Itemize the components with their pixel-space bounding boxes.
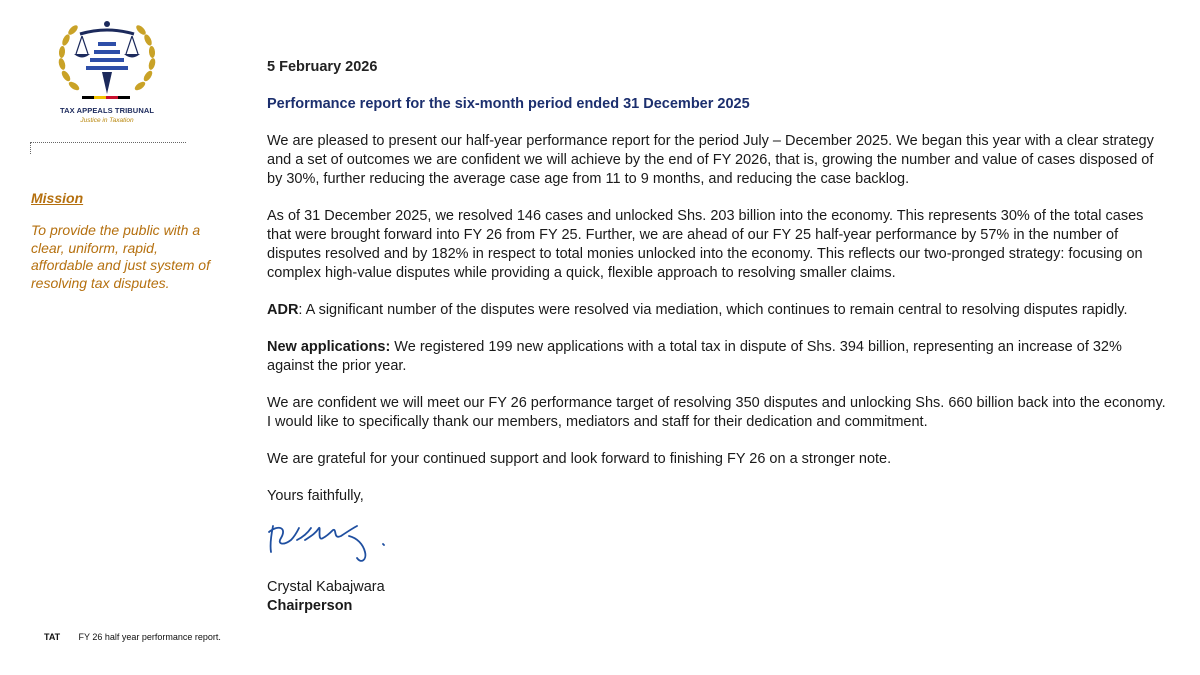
paragraph-intro: We are pleased to present our half-year performance report for the period July – December 2025. We began this year with a clear strategy and a set of outcomes we are confident we will achieve by the end of FY 2026, that is, growing the number and value of cases disposed of by 30%, further reducing the average case age from 11 to 9 months, and reducing the case backlog.: [267, 133, 1154, 187]
paragraph-adr: [267, 301, 1167, 320]
adr-text: : A significant number of the disputes were resolved via mediation, which continues to remain central to resolving disputes rapidly.: [298, 302, 1128, 318]
paragraph-new-applications: [267, 338, 1167, 376]
page-footer: [44, 632, 221, 642]
signatory-name: Crystal Kabajwara: [267, 579, 385, 595]
org-tagline: Justice in Taxation: [80, 117, 134, 124]
sidebar-divider-tick: [30, 142, 31, 154]
mission-heading: Mission: [31, 190, 84, 206]
paragraph-thanks: We are grateful for your continued support and look forward to finishing FY 26 on a stronger note.: [267, 451, 892, 467]
paragraph-target: We are confident we will meet our FY 26 performance target of resolving 350 disputes and unlocking Shs. 660 billion back into the economy. I would like to specifically thank our members, mediators and staff for their dedication and commitment.: [267, 395, 1166, 430]
letter-body: [267, 58, 1167, 616]
letter-closing: Yours faithfully,: [267, 488, 364, 504]
footer-text: FY 26 half year performance report.: [78, 632, 221, 642]
signature-icon: [267, 518, 397, 568]
footer-code: TAT: [44, 632, 61, 642]
paragraph-results: As of 31 December 2025, we resolved 146 cases and unlocked Shs. 203 billion into the economy. This represents 30% of the total cases that were brought forward into FY 26 from FY 25. Further, we are ahead of our FY 25 half-year performance by 57% in the number of disputes resolved and by 182% in respect to total monies unlocked into the economy. This reflects our two-pronged strategy: focusing on complex high-value disputes while providing a quick, flexible approach to resolving smaller claims.: [267, 208, 1144, 281]
new-applications-label: New applications:: [267, 339, 391, 355]
sidebar-divider: [30, 142, 186, 143]
mission-statement: To provide the public with a clear, uniform, rapid, affordable and just system of resolving tax disputes.: [31, 222, 210, 291]
letter-date: 5 February 2026: [267, 59, 378, 75]
signatory-title: Chairperson: [267, 598, 353, 614]
adr-label: ADR: [267, 302, 299, 318]
tribunal-logo: [52, 14, 162, 144]
letter-subject: Performance report for the six-month period ended 31 December 2025: [267, 96, 750, 112]
new-applications-text: We registered 199 new applications with a total tax in dispute of Shs. 394 billion, representing an increase of 32% against the prior year.: [267, 339, 1122, 374]
org-name: TAX APPEALS TRIBUNAL: [59, 106, 155, 115]
laurel-scales-emblem-icon: [52, 14, 162, 106]
